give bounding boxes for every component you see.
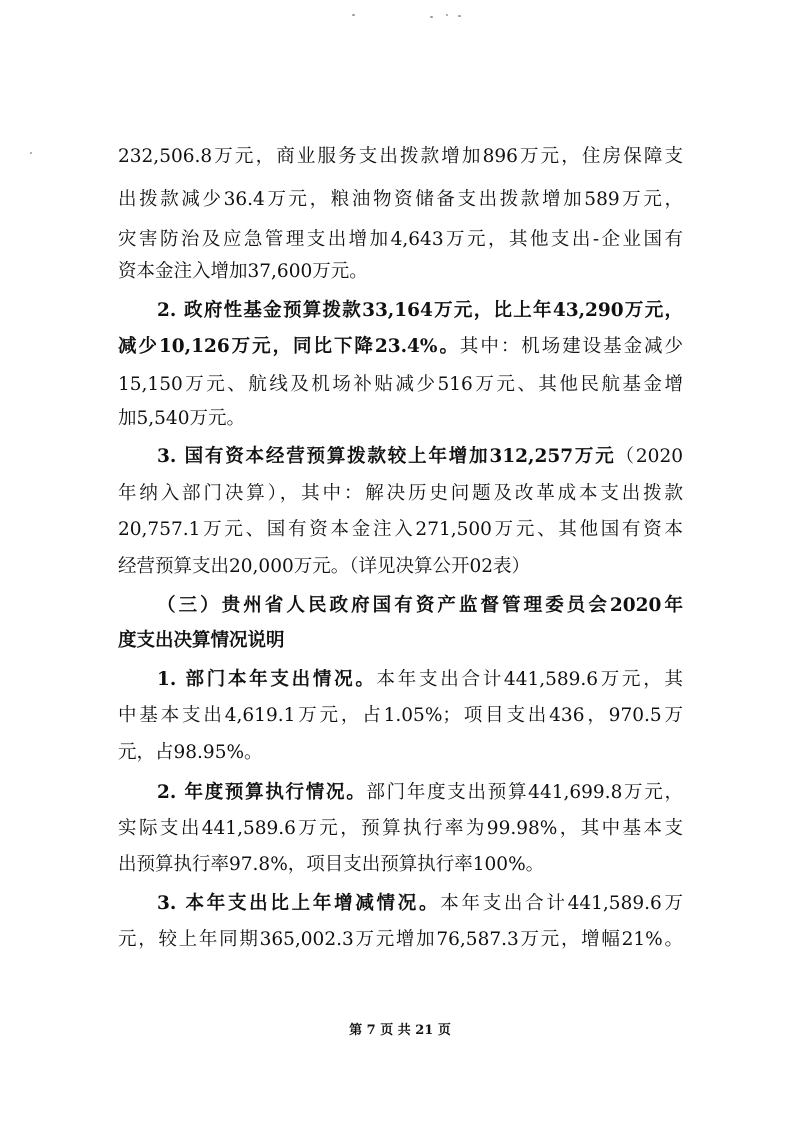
- body-line: 15,150万元、航线及机场补贴减少516万元、其他民航基金增: [118, 374, 683, 395]
- body-line: 出拨款减少36.4万元，粮油物资储备支出拨款增加589万元，: [118, 189, 683, 210]
- scan-speck: [458, 15, 461, 17]
- body-line-mixed: [157, 889, 683, 919]
- body-line: 出预算执行率97.8%，项目支出预算执行率100%。: [118, 854, 545, 875]
- scan-speck: [430, 16, 433, 18]
- body-line: 232,506.8万元，商业服务支出拨款增加896万元，住房保障支: [118, 146, 683, 167]
- body-line: 实际支出441,589.6万元，预算执行率为99.98%，其中基本支: [118, 818, 683, 839]
- body-line-mixed: [157, 665, 683, 695]
- body-line: 元，较上年同期365,002.3万元增加76,587.3万元，增幅21%。: [118, 929, 683, 950]
- body-line: 中基本支出4,619.1万元，占1.05%；项目支出436，970.5万: [118, 705, 683, 726]
- plain-phrase: 本年支出合计441,589.6万: [440, 893, 683, 914]
- plain-phrase: 部门年度支出预算441,699.8万元，: [366, 782, 683, 803]
- bold-phrase: 3. 本年支出比上年增减情况。: [157, 893, 441, 914]
- bold-phrase: 1. 部门本年支出情况。: [157, 669, 377, 690]
- body-line: 元，占98.95%。: [118, 742, 263, 763]
- section-heading-cont: 度支出决算情况说明: [118, 630, 285, 651]
- scan-speck: [446, 14, 448, 16]
- page-number-footer: 第 7 页 共 21 页: [349, 1023, 451, 1038]
- plain-phrase: 其中：机场建设基金减少: [459, 336, 683, 357]
- scan-speck: [352, 14, 355, 16]
- section-heading: （三）贵州省人民政府国有资产监督管理委员会2020年: [157, 595, 683, 616]
- body-line: 经营预算支出20,000万元。（详见决算公开02表）: [118, 556, 531, 577]
- body-line: 20,757.1万元、国有资本金注入271,500万元、其他国有资本: [118, 519, 683, 540]
- body-line: 加5,540万元。: [118, 408, 245, 429]
- body-line: 灾害防治及应急管理支出增加4,643万元，其他支出-企业国有: [118, 229, 683, 250]
- body-line: 资本金注入增加37,600万元。: [118, 261, 368, 282]
- bold-phrase: 3. 国有资本经营预算拨款较上年增加312,257万元: [157, 446, 616, 467]
- body-line: 年纳入部门决算），其中：解决历史问题及改革成本支出拨款: [118, 483, 683, 504]
- body-line-mixed: [118, 332, 683, 362]
- body-line-bold: 2. 政府性基金预算拨款33,164万元，比上年43,290万元，: [157, 300, 683, 321]
- bold-phrase: 减少10,126万元，同比下降23.4%。: [118, 336, 460, 357]
- scan-speck: [30, 152, 32, 154]
- body-line-mixed: [157, 778, 683, 808]
- plain-phrase: 本年支出合计441,589.6万元，其: [376, 669, 683, 690]
- bold-phrase: 2. 年度预算执行情况。: [157, 782, 367, 803]
- plain-phrase: （2020: [615, 446, 683, 467]
- body-line-mixed: [157, 442, 683, 472]
